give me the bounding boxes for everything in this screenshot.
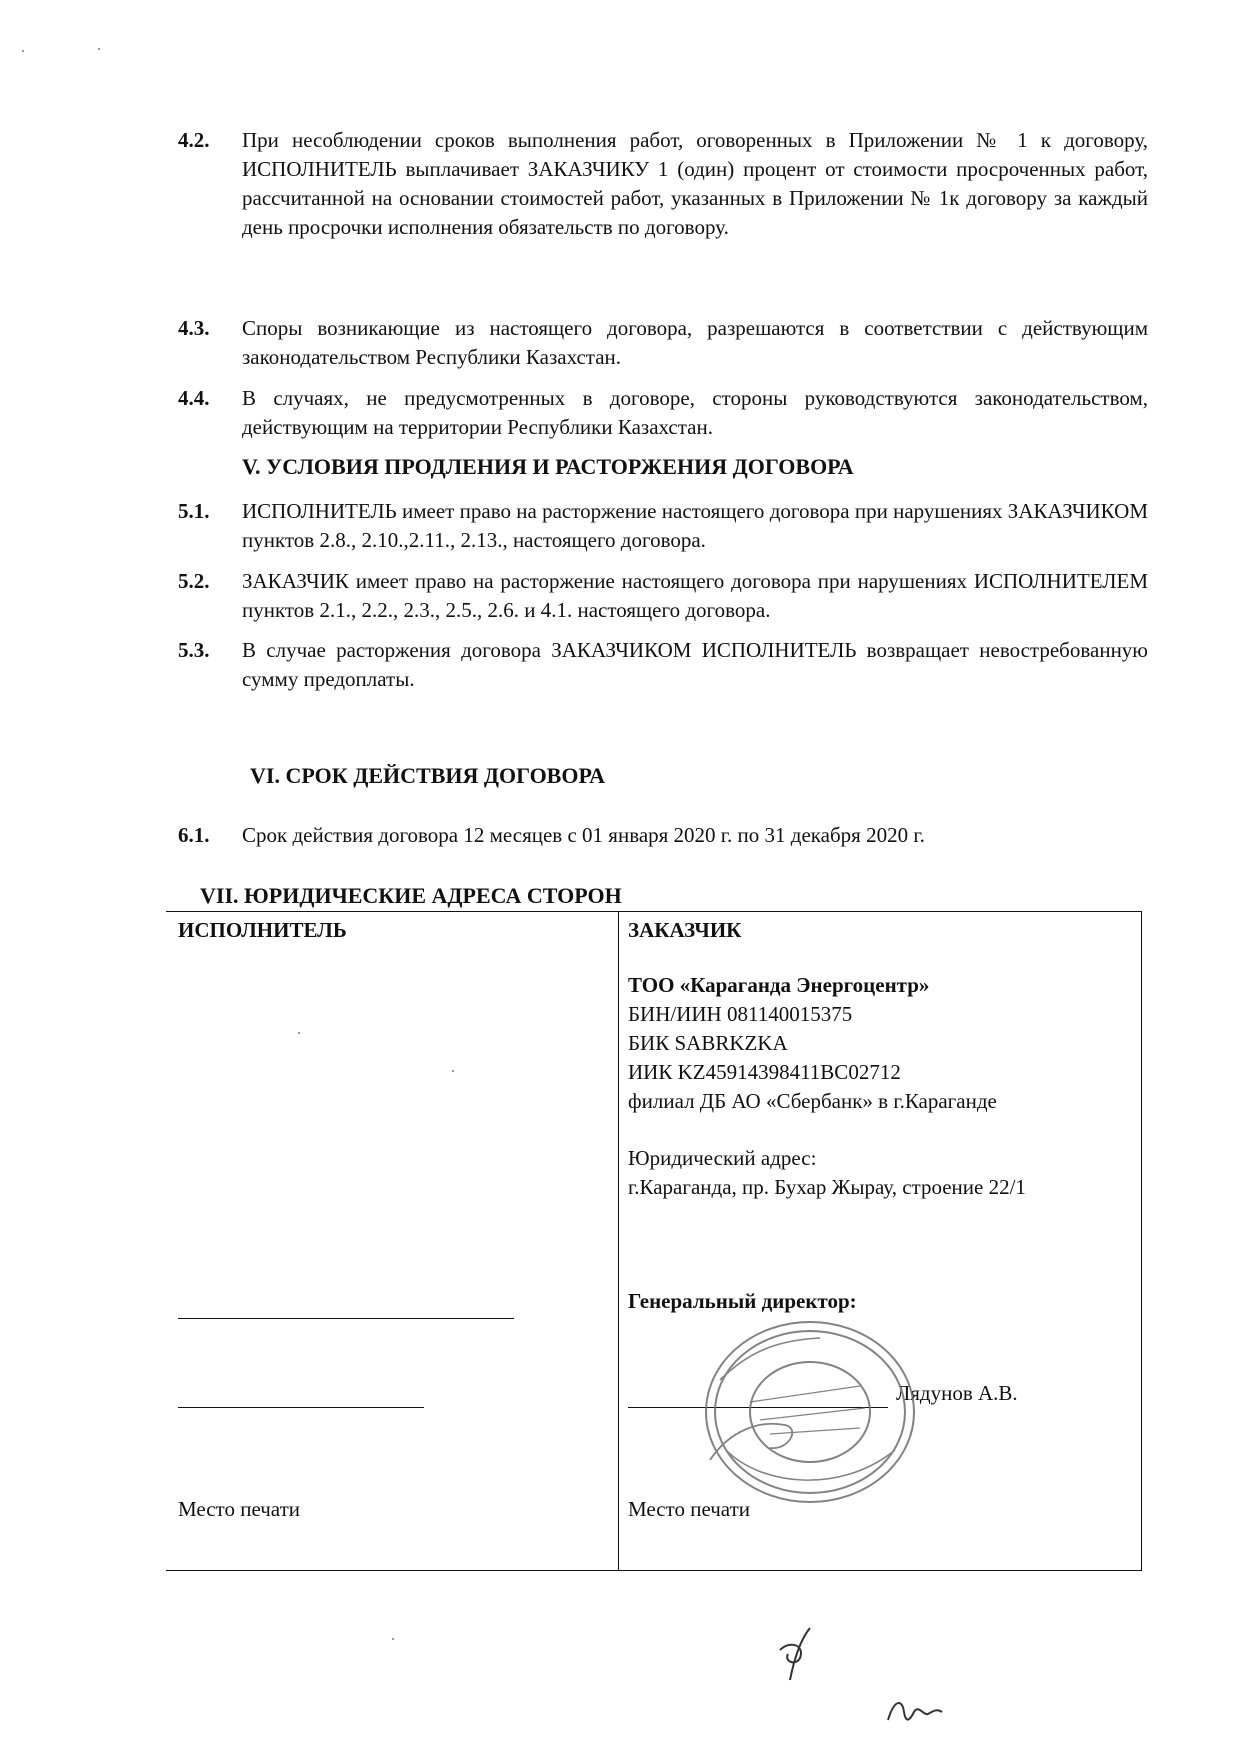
- clause-number: 4.2.: [178, 128, 210, 152]
- scan-speck: [98, 48, 100, 50]
- customer-director-name: Лядунов А.В.: [896, 1381, 1018, 1405]
- clause-6-1: [178, 821, 1148, 850]
- clause-text: Срок действия договора 12 месяцев с 01 января 2020 г. по 31 декабря 2020 г.: [242, 823, 925, 847]
- clause-text: При несоблюдении сроков выполнения работ, оговоренных в Приложении № 1 к договору, ИСПОЛНИТЕЛЬ выплачивает ЗАКАЗЧИКУ 1 (один) процент от стоимости просроченных работ, рассчитанной на основании стоимостей работ, указанных в Приложении № 1к договору за каждый день просрочки исполнения обязательств по договору.: [242, 128, 1148, 239]
- customer-iik: ИИК KZ45914398411BC02712: [628, 1060, 901, 1084]
- executor-signature-line: [178, 1318, 514, 1319]
- clause-number: 4.3.: [178, 316, 210, 340]
- executor-title: ИСПОЛНИТЕЛЬ: [178, 918, 347, 942]
- clause-5-1: [178, 497, 1148, 555]
- customer-company: ТОО «Караганда Энергоцентр»: [628, 973, 930, 997]
- customer-seal-label: Место печати: [628, 1497, 751, 1521]
- handwritten-initial-2: [880, 1690, 960, 1735]
- scan-speck: [298, 1032, 300, 1034]
- section-heading-5: V. УСЛОВИЯ ПРОДЛЕНИЯ И РАСТОРЖЕНИЯ ДОГОВОРА: [242, 454, 854, 479]
- clause-4-3: [178, 314, 1148, 372]
- executor-name-line: [178, 1407, 424, 1408]
- clause-text: В случаях, не предусмотренных в договоре, стороны руководствуются законодательством, действующим на территории Республики Казахстан.: [242, 386, 1148, 439]
- clause-text: Споры возникающие из настоящего договора, разрешаются в соответствии с действующим законодательством Республики Казахстан.: [242, 316, 1148, 369]
- executor-seal-label: Место печати: [178, 1497, 301, 1521]
- section-heading-6: VI. СРОК ДЕЙСТВИЯ ДОГОВОРА: [250, 763, 605, 788]
- handwritten-initial-1: [760, 1620, 840, 1690]
- customer-title: ЗАКАЗЧИК: [628, 918, 742, 942]
- clause-text: ЗАКАЗЧИК имеет право на расторжение настоящего договора при нарушениях ИСПОЛНИТЕЛЕМ пунктов 2.1., 2.2., 2.3., 2.5., 2.6. и 4.1. настоящего договора.: [242, 569, 1148, 622]
- clause-4-2: [178, 126, 1148, 242]
- customer-address-label: Юридический адрес:: [628, 1146, 817, 1170]
- clause-number: 5.2.: [178, 569, 210, 593]
- scan-speck: [452, 1070, 454, 1072]
- column-divider: [618, 912, 619, 1570]
- clause-5-3: [178, 636, 1148, 694]
- company-stamp: [690, 1310, 930, 1510]
- clause-number: 5.3.: [178, 638, 210, 662]
- scan-speck: [22, 50, 24, 52]
- clause-text: В случае расторжения договора ЗАКАЗЧИКОМ ИСПОЛНИТЕЛЬ возвращает невостребованную сумму предоплаты.: [242, 638, 1148, 691]
- customer-bank: филиал ДБ АО «Сбербанк» в г.Караганде: [628, 1089, 997, 1113]
- parties-table: [166, 911, 1142, 1571]
- customer-bin: БИН/ИИН 081140015375: [628, 1002, 853, 1026]
- clause-5-2: [178, 567, 1148, 625]
- section-heading-7: VII. ЮРИДИЧЕСКИЕ АДРЕСА СТОРОН: [200, 883, 622, 908]
- clause-number: 6.1.: [178, 823, 210, 847]
- scan-speck: [392, 1638, 394, 1640]
- clause-number: 4.4.: [178, 386, 210, 410]
- clause-4-4: [178, 384, 1148, 442]
- customer-director-label: Генеральный директор:: [628, 1289, 857, 1313]
- customer-address: г.Караганда, пр. Бухар Жырау, строение 22/1: [628, 1175, 1026, 1199]
- customer-bik: БИК SABRKZKA: [628, 1031, 788, 1055]
- clause-number: 5.1.: [178, 499, 210, 523]
- clause-text: ИСПОЛНИТЕЛЬ имеет право на расторжение настоящего договора при нарушениях ЗАКАЗЧИКОМ пунктов 2.8., 2.10.,2.11., 2.13., настоящего договора.: [242, 499, 1148, 552]
